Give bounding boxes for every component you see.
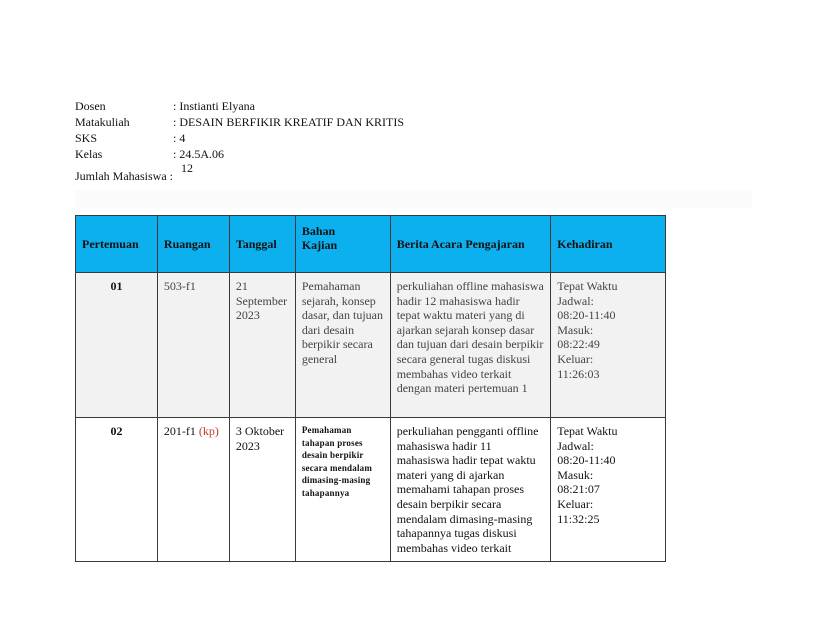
cell-ruangan <box>157 418 229 562</box>
keluar-label: Keluar: <box>557 351 594 366</box>
spacer-band <box>75 190 752 208</box>
ruangan-text: 503-f1 <box>163 279 196 293</box>
sks-value: : 4 <box>173 131 186 145</box>
col-header-pertemuan: Pertemuan <box>76 216 158 273</box>
jumlah-value: 12 <box>181 161 193 175</box>
cell-tanggal: 3 Oktober 2023 <box>229 418 295 562</box>
col-header-bahan-kajian: Bahan Kajian <box>295 216 390 273</box>
jadwal-label: Jadwal: <box>557 293 594 308</box>
kelas-label: Kelas <box>75 147 103 161</box>
jadwal-label: Jadwal: <box>557 438 594 453</box>
col-header-kehadiran: Kehadiran <box>551 216 666 273</box>
ruangan-text: 201-f1 <box>163 424 196 438</box>
jadwal-value: 08:20-11:40 <box>557 308 616 323</box>
kelas-value: : 24.5A.06 <box>173 147 224 161</box>
table-row <box>76 273 666 418</box>
matakuliah-value: : DESAIN BERFIKIR KREATIF DAN KRITIS <box>173 115 405 129</box>
masuk-value: 08:21:07 <box>557 482 600 497</box>
cell-bahan-kajian: Pemahaman sejarah, konsep dasar, dan tujuan dari desain berpikir secara general <box>295 273 390 418</box>
dosen-label: Dosen <box>75 99 106 113</box>
keluar-value: 11:32:25 <box>557 511 600 526</box>
col-header-berita-acara: Berita Acara Pengajaran <box>390 216 551 273</box>
table-row <box>76 418 666 562</box>
keluar-label: Keluar: <box>557 496 594 511</box>
keluar-value: 11:26:03 <box>557 366 600 381</box>
masuk-value: 08:22:49 <box>557 337 600 352</box>
jumlah-label: Jumlah Mahasiswa : <box>75 169 173 183</box>
col-header-tanggal: Tanggal <box>229 216 295 273</box>
cell-berita-acara: perkuliahan pengganti offline mahasiswa hadir 11 mahasiswa hadir tepat waktu materi yang di ajarkan memahami tahapan proses desain berpikir secara mendalam dimasing-masing tahapannya tugas diskusi membahas video terkait <box>390 418 551 562</box>
masuk-label: Masuk: <box>557 322 594 337</box>
col-header-ruangan: Ruangan <box>157 216 229 273</box>
cell-berita-acara: perkuliahan offline mahasiswa hadir 12 mahasiswa hadir tepat waktu materi yang di ajarkan sejarah konsep dasar dan tujuan dari desain berpikir secara general tugas diskusi membahas video terkait dengan materi pertemuan 1 <box>390 273 551 418</box>
cell-bahan-kajian: Pemahaman tahapan proses desain berpikir secara mendalam dimasing-masing tahapannya <box>295 418 390 562</box>
kehadiran-status: Tepat Waktu <box>557 424 618 438</box>
matakuliah-label: Matakuliah <box>75 115 130 129</box>
attendance-table <box>75 215 666 562</box>
cell-kehadiran <box>551 273 666 418</box>
jadwal-value: 08:20-11:40 <box>557 453 616 468</box>
cell-tanggal: 21 September 2023 <box>229 273 295 418</box>
masuk-label: Masuk: <box>557 467 594 482</box>
table-header-row <box>76 216 666 273</box>
cell-pertemuan: 02 <box>76 418 158 562</box>
cell-ruangan <box>157 273 229 418</box>
sks-label: SKS <box>75 131 98 145</box>
cell-pertemuan: 01 <box>76 273 158 418</box>
dosen-value: : Instianti Elyana <box>173 99 255 113</box>
kehadiran-status: Tepat Waktu <box>557 279 618 293</box>
cell-kehadiran <box>551 418 666 562</box>
ruangan-note: (kp) <box>198 424 219 438</box>
